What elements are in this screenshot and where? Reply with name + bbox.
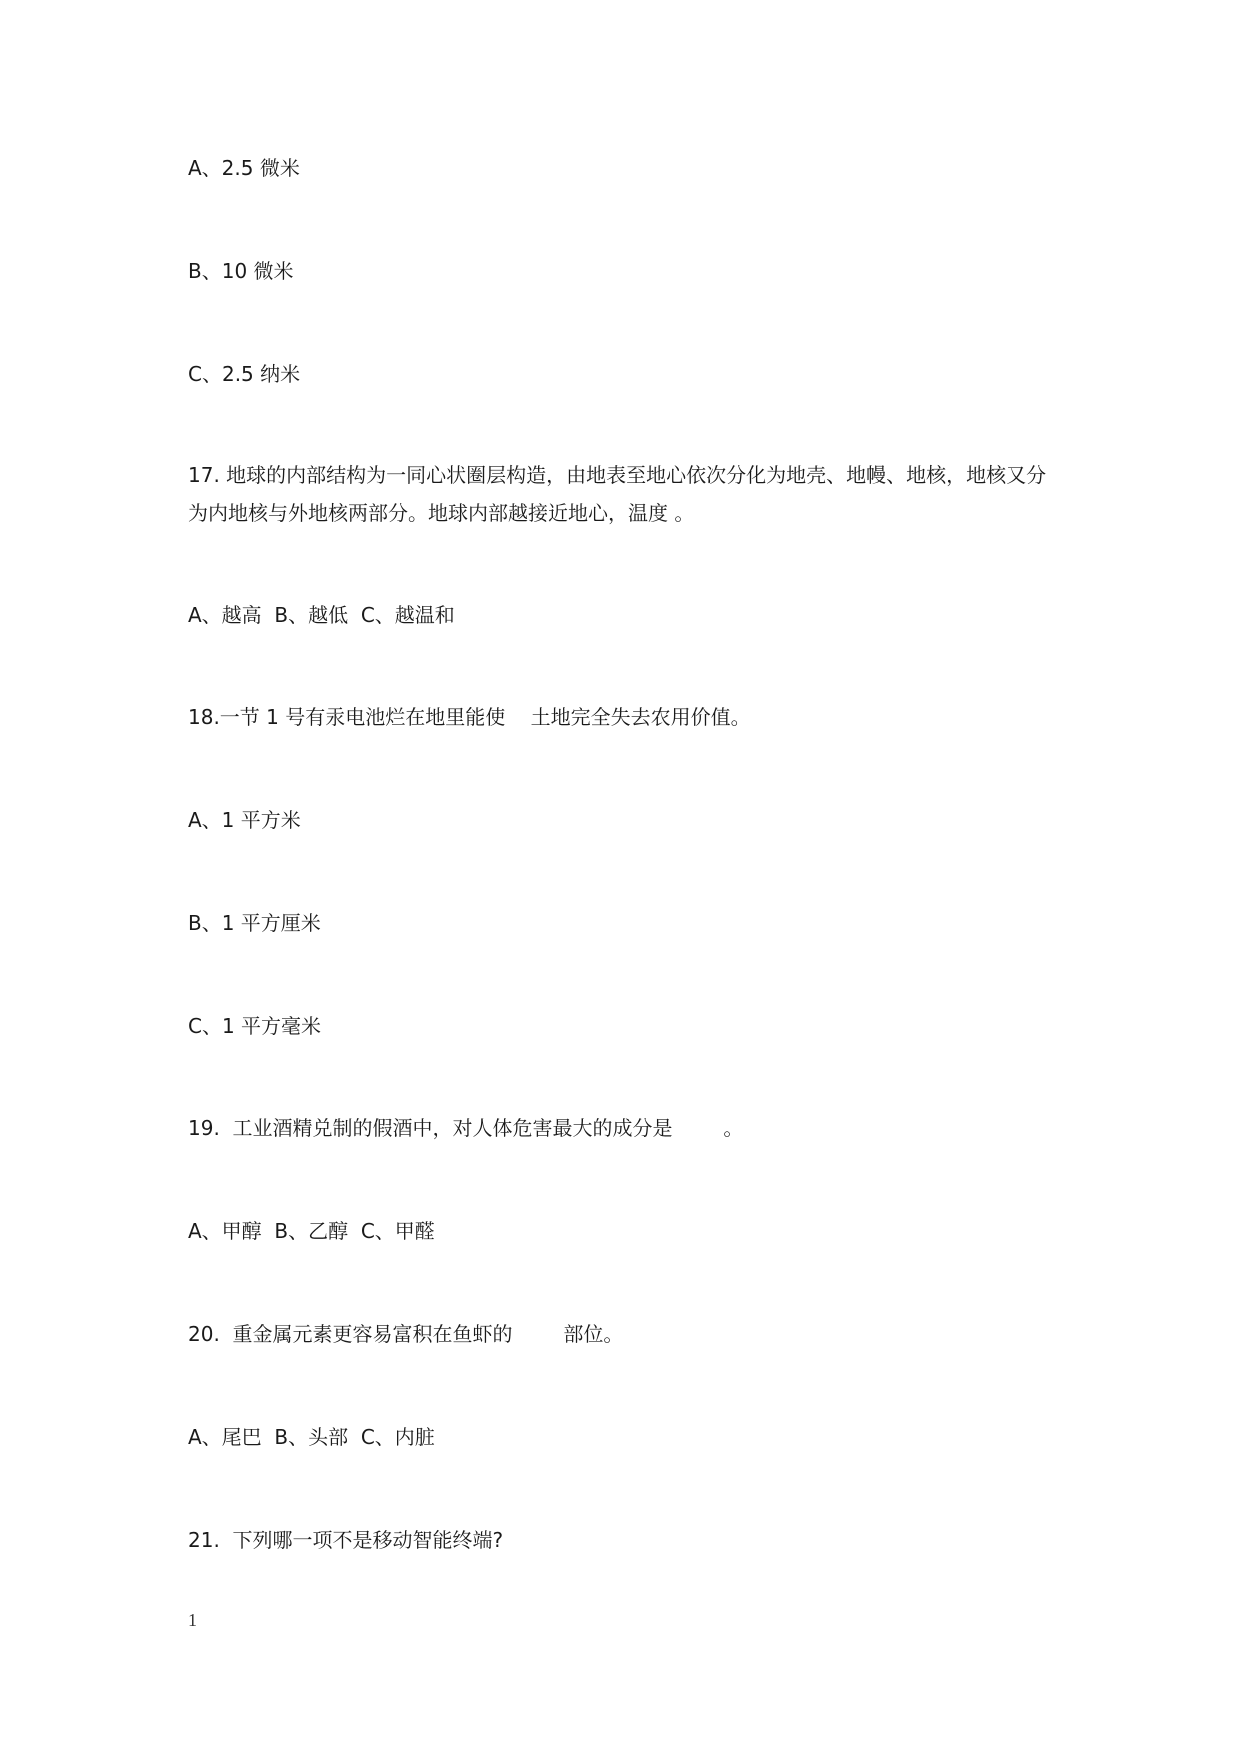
q16-option-b: B、10 微米	[188, 259, 294, 283]
q20-question: 20. 重金属元素更容易富积在鱼虾的 部位。	[188, 1322, 624, 1346]
page-number: 1	[188, 1610, 197, 1630]
q16-option-a: A、2.5 微米	[188, 156, 300, 180]
q18-option-c: C、1 平方毫米	[188, 1014, 322, 1038]
q19-question: 19. 工业酒精兑制的假酒中，对人体危害最大的成分是 。	[188, 1116, 744, 1140]
q16-option-c: C、2.5 纳米	[188, 362, 301, 386]
q18-option-a: A、1 平方米	[188, 808, 301, 832]
q17-question: 17. 地球的内部结构为一同心状圈层构造，由地表至地心依次分化为地壳、地幔、地核，地核又分为内地核与外地核两部分。地球内部越接近地心，温度 。	[188, 463, 1047, 525]
q19-options: A、甲醇 B、乙醇 C、甲醛	[188, 1219, 435, 1243]
q17-options: A、越高 B、越低 C、越温和	[188, 603, 455, 627]
q18-question: 18.一节 1 号有汞电池烂在地里能使 土地完全失去农用价值。	[188, 705, 751, 729]
q18-option-b: B、1 平方厘米	[188, 911, 321, 935]
q20-options: A、尾巴 B、头部 C、内脏	[188, 1425, 435, 1449]
q21-question: 21. 下列哪一项不是移动智能终端?	[188, 1528, 504, 1552]
